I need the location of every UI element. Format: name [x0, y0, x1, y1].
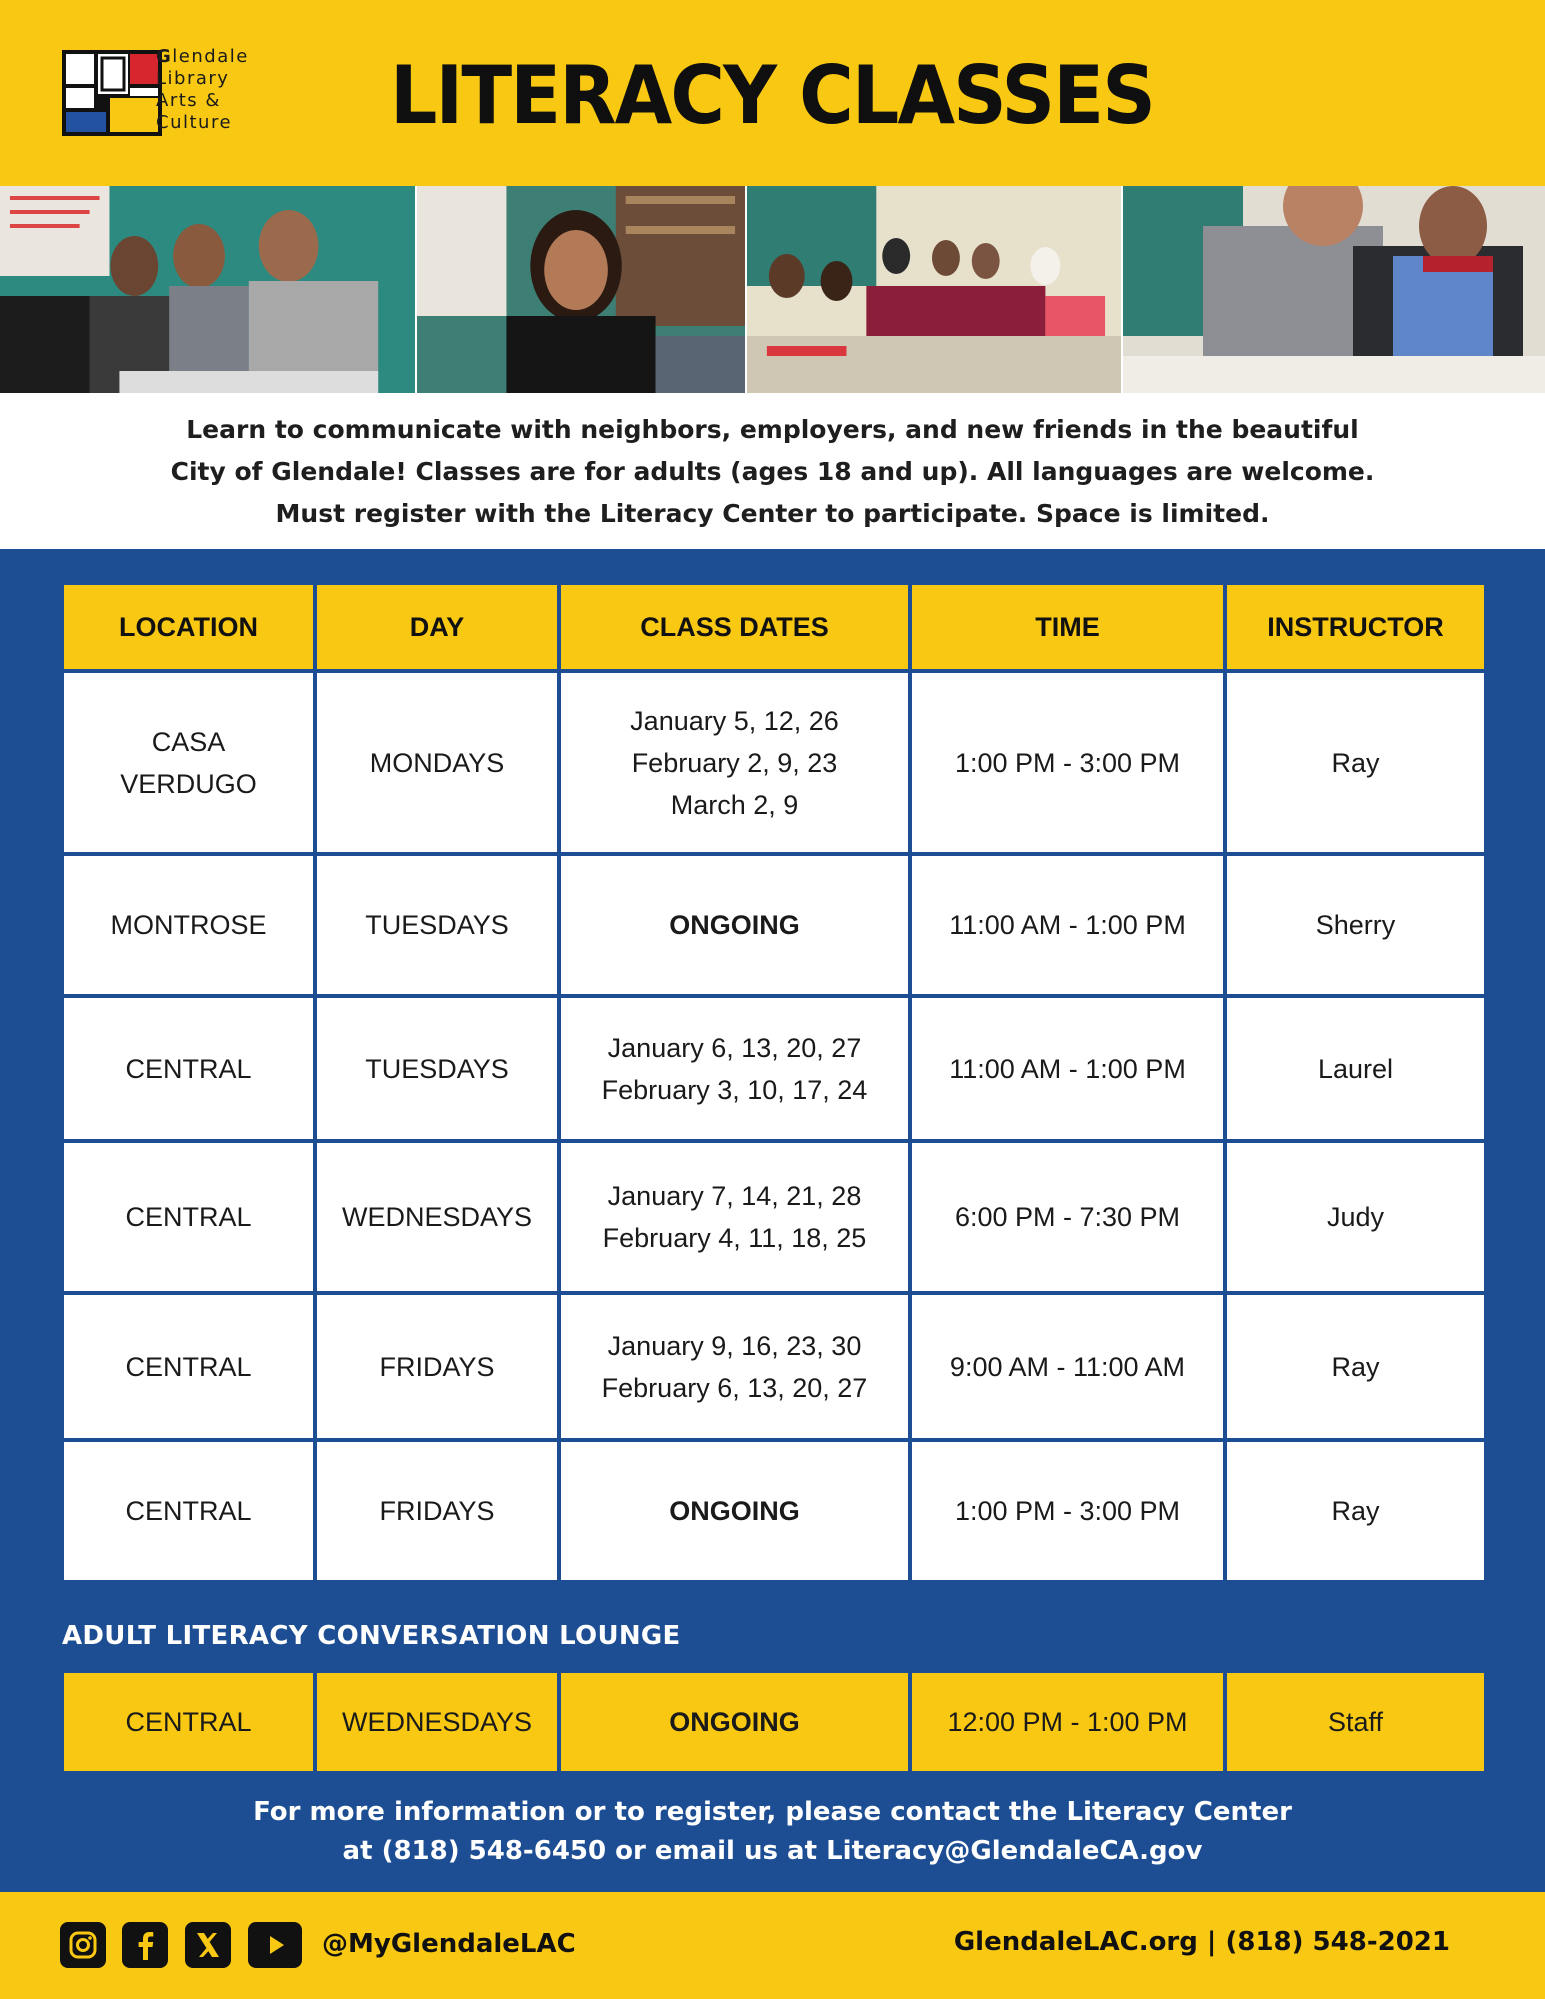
social-handle[interactable]: @MyGlendaleLAC — [322, 1929, 576, 1959]
cell-class-dates — [559, 671, 910, 854]
date-line: January 9, 16, 23, 30 — [607, 1330, 862, 1361]
logo-line-1: lendale — [172, 46, 249, 67]
table-row — [62, 1141, 1486, 1293]
photo-classroom — [747, 186, 1123, 393]
cell-location — [62, 671, 315, 854]
lounge-title: ADULT LITERACY CONVERSATION LOUNGE — [62, 1621, 681, 1651]
cell-day: FRIDAYS — [315, 1293, 559, 1440]
header-instructor: INSTRUCTOR — [1225, 583, 1486, 671]
cell-time: 1:00 PM - 3:00 PM — [910, 671, 1225, 854]
cell-instructor: Staff — [1225, 1671, 1486, 1773]
cell-time: 6:00 PM - 7:30 PM — [910, 1141, 1225, 1293]
cell-day: TUESDAYS — [315, 854, 559, 996]
header-class-dates: CLASS DATES — [559, 583, 910, 671]
cell-class-dates — [559, 1293, 910, 1440]
cell-instructor: Laurel — [1225, 996, 1486, 1141]
cell-class-dates: ONGOING — [559, 854, 910, 996]
logo-line-3: Arts & — [156, 90, 221, 111]
photo-strip — [0, 186, 1545, 393]
cell-day: MONDAYS — [315, 671, 559, 854]
cell-instructor: Ray — [1225, 1440, 1486, 1582]
cell-instructor: Judy — [1225, 1141, 1486, 1293]
date-line: February 2, 9, 23 — [631, 747, 838, 778]
date-line: February 4, 11, 18, 25 — [602, 1223, 867, 1253]
intro-line: Must register with the Literacy Center to participate. Space is limited. — [275, 499, 1270, 528]
cell-instructor: Sherry — [1225, 854, 1486, 996]
table-row — [62, 854, 1486, 996]
date-line: February 3, 10, 17, 24 — [601, 1074, 868, 1105]
cell-location: MONTROSE — [62, 854, 315, 996]
cell-class-dates: ONGOING — [559, 1671, 910, 1773]
cell-location: CENTRAL — [62, 1293, 315, 1440]
table-row — [62, 671, 1486, 854]
class-schedule-table — [60, 581, 1488, 1584]
header-day: DAY — [315, 583, 559, 671]
date-line: January 6, 13, 20, 27 — [607, 1032, 862, 1063]
location-line: VERDUGO — [120, 768, 257, 799]
cell-instructor: Ray — [1225, 671, 1486, 854]
logo-wordmark: Glendale Library Arts & Culture — [156, 46, 249, 133]
contact-line-1: For more information or to register, please contact the Literacy Center — [253, 1797, 1292, 1827]
date-line: March 2, 9 — [670, 789, 799, 820]
logo-line-2: Library — [156, 68, 230, 89]
table-row — [62, 1671, 1486, 1773]
cell-time: 9:00 AM - 11:00 AM — [910, 1293, 1225, 1440]
intro-line: City of Glendale! Classes are for adults (ages 18 and up). All languages are welcome. — [170, 457, 1375, 486]
cell-location: CENTRAL — [62, 996, 315, 1141]
contact-line-2: at (818) 548-6450 or email us at Literacy@GlendaleCA.gov — [342, 1836, 1203, 1866]
page-title: LITERACY CLASSES — [390, 49, 1154, 142]
facebook-icon[interactable] — [122, 1922, 168, 1968]
table-row — [62, 1293, 1486, 1440]
table-header-row — [62, 583, 1486, 671]
cell-day: WEDNESDAYS — [315, 1671, 559, 1773]
header-time: TIME — [910, 583, 1225, 671]
intro-section — [0, 393, 1545, 549]
contact-info — [0, 1793, 1545, 1871]
conversation-lounge-table — [60, 1669, 1488, 1775]
cell-day: TUESDAYS — [315, 996, 559, 1141]
cell-instructor: Ray — [1225, 1293, 1486, 1440]
date-line: February 6, 13, 20, 27 — [601, 1372, 868, 1403]
intro-text — [0, 409, 1545, 535]
cell-class-dates — [559, 996, 910, 1141]
website-phone[interactable]: GlendaleLAC.org | (818) 548-2021 — [953, 1927, 1450, 1957]
cell-time: 12:00 PM - 1:00 PM — [910, 1671, 1225, 1773]
instagram-icon[interactable] — [60, 1922, 106, 1968]
date-line: January 7, 14, 21, 28 — [607, 1181, 862, 1211]
cell-time: 11:00 AM - 1:00 PM — [910, 996, 1225, 1141]
cell-day: FRIDAYS — [315, 1440, 559, 1582]
cell-time: 1:00 PM - 3:00 PM — [910, 1440, 1225, 1582]
table-row — [62, 1440, 1486, 1582]
header-location: LOCATION — [62, 583, 315, 671]
cell-time: 11:00 AM - 1:00 PM — [910, 854, 1225, 996]
youtube-icon[interactable] — [248, 1922, 302, 1968]
cell-day: WEDNESDAYS — [315, 1141, 559, 1293]
cell-location: CENTRAL — [62, 1141, 315, 1293]
date-line: January 5, 12, 26 — [630, 705, 839, 736]
footer-banner — [0, 1892, 1545, 1999]
intro-line: Learn to communicate with neighbors, employers, and new friends in the beautiful — [186, 415, 1359, 444]
header-banner — [0, 0, 1545, 186]
cell-class-dates — [559, 1141, 910, 1293]
logo-line-4: Culture — [156, 112, 233, 133]
table-row — [62, 996, 1486, 1141]
photo-smiling-student — [417, 186, 747, 393]
x-icon[interactable] — [185, 1922, 231, 1968]
glendale-lac-logo — [62, 50, 162, 136]
cell-class-dates: ONGOING — [559, 1440, 910, 1582]
photo-students-table — [0, 186, 417, 393]
cell-location: CENTRAL — [62, 1671, 315, 1773]
photo-writing-student — [1123, 186, 1545, 393]
location-line: CASA — [151, 726, 226, 757]
cell-location: CENTRAL — [62, 1440, 315, 1582]
